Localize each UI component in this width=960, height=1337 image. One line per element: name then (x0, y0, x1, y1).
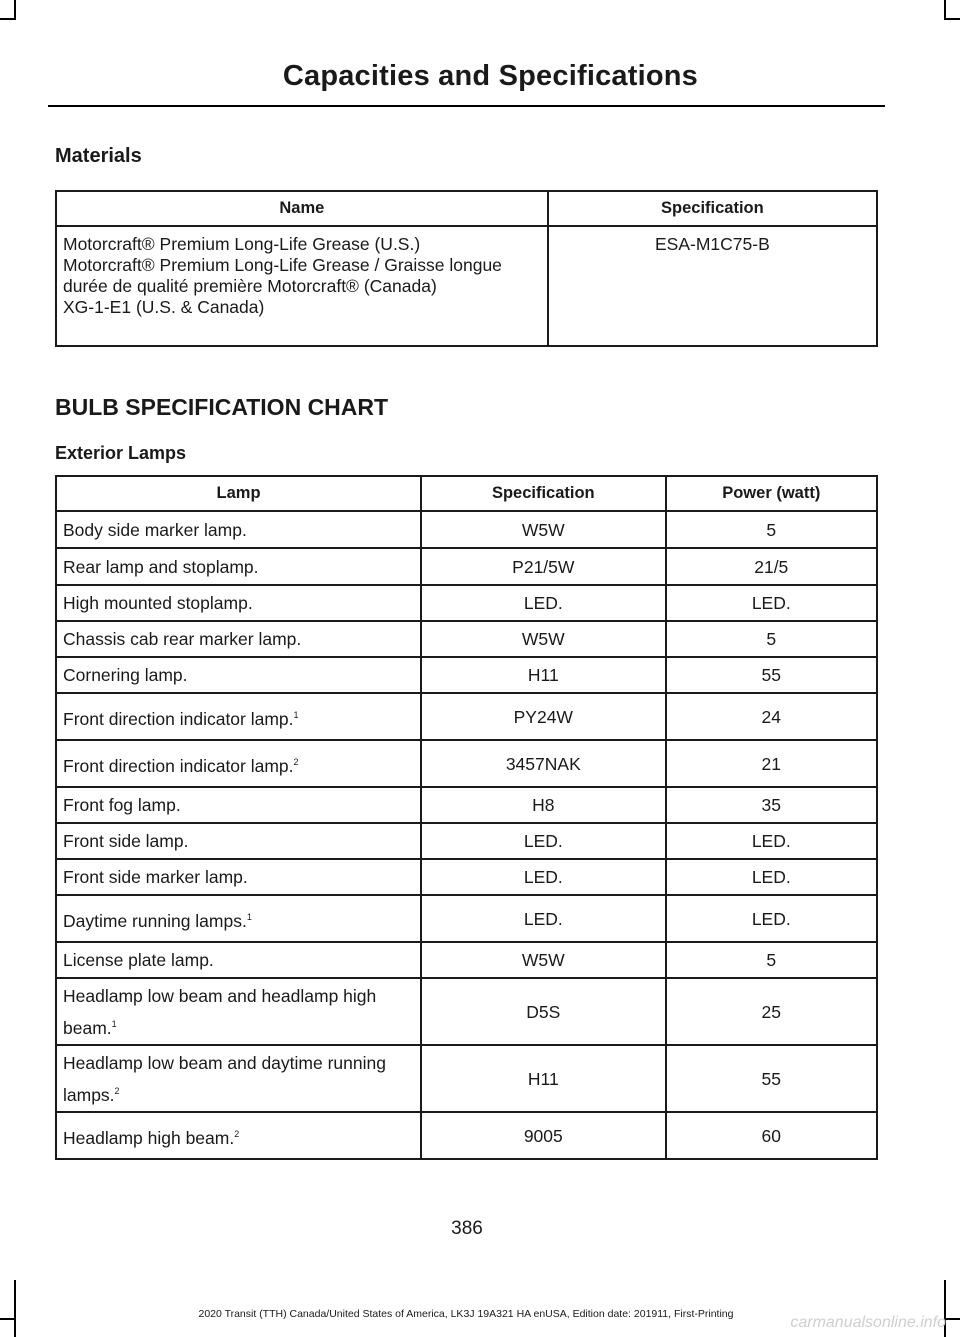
power-cell: 5 (666, 942, 877, 978)
power-cell: LED. (666, 859, 877, 895)
lamp-cell (56, 859, 421, 895)
lamp-cell (56, 548, 421, 585)
bulb-specification-cell: LED. (421, 823, 666, 859)
lamp-cell (56, 585, 421, 621)
lamp-name: Front direction indicator lamp. (63, 708, 294, 729)
lamp-cell (56, 511, 421, 548)
material-name-cell (56, 226, 548, 346)
column-header-name: Name (56, 191, 548, 226)
lamp-name: Chassis cab rear marker lamp. (63, 629, 302, 649)
footnote-marker: 2 (114, 1085, 120, 1096)
crop-mark (0, 18, 16, 20)
lamp-cell (56, 693, 421, 740)
lamp-name: Cornering lamp. (63, 665, 188, 685)
lamp-cell (56, 895, 421, 942)
table-row (56, 548, 877, 585)
power-cell: 55 (666, 657, 877, 693)
lamp-cell (56, 978, 421, 1045)
table-row (56, 657, 877, 693)
table-row (56, 895, 877, 942)
lamp-name: Headlamp low beam and daytime running lamps. (63, 1052, 386, 1105)
table-row (56, 621, 877, 657)
materials-heading: Materials (55, 145, 142, 167)
bulb-specification-cell: LED. (421, 585, 666, 621)
power-cell: 25 (666, 978, 877, 1045)
table-row (56, 942, 877, 978)
lamp-cell (56, 942, 421, 978)
lamp-name: Front side marker lamp. (63, 867, 248, 887)
lamp-cell (56, 1045, 421, 1112)
power-cell: 35 (666, 787, 877, 823)
column-header-power: Power (watt) (666, 476, 877, 511)
table-row (56, 226, 877, 346)
lamp-name: Body side marker lamp. (63, 519, 247, 540)
bulb-specification-cell: PY24W (421, 693, 666, 740)
power-cell: 24 (666, 693, 877, 740)
lamp-cell (56, 787, 421, 823)
bulb-specification-cell: W5W (421, 942, 666, 978)
bulb-specification-cell: H8 (421, 787, 666, 823)
lamp-name: Front direction indicator lamp. (63, 755, 294, 776)
watermark: carmanualsonline.info (790, 1314, 946, 1331)
material-name-line: XG-1-E1 (U.S. & Canada) (63, 297, 265, 317)
material-specification-cell: ESA-M1C75-B (548, 226, 877, 346)
table-row (56, 823, 877, 859)
table-row (56, 978, 877, 1045)
table-row (56, 585, 877, 621)
header-divider (48, 105, 885, 107)
bulb-specification-cell: W5W (421, 511, 666, 548)
lamp-cell (56, 823, 421, 859)
page-title: Capacities and Specifications (282, 60, 698, 92)
lamp-name: Daytime running lamps. (63, 910, 247, 931)
table-row (56, 511, 877, 548)
crop-mark (944, 18, 960, 20)
material-name-line: Motorcraft® Premium Long-Life Grease / Graisse longue durée de qualité première Motorcraft® (Canada) (63, 255, 502, 296)
bulb-specification-cell: P21/5W (421, 548, 666, 585)
table-row (56, 740, 877, 787)
page-number: 386 (451, 1218, 483, 1239)
power-cell: 5 (666, 621, 877, 657)
bulb-specification-cell: D5S (421, 978, 666, 1045)
lamp-name: License plate lamp. (63, 950, 214, 970)
bulb-specification-cell: 9005 (421, 1112, 666, 1159)
bulb-specification-cell: LED. (421, 895, 666, 942)
lamp-cell (56, 740, 421, 787)
table-row (56, 693, 877, 740)
exterior-lamps-heading: Exterior Lamps (55, 443, 187, 463)
bulb-specification-cell: H11 (421, 1045, 666, 1112)
power-cell: 5 (666, 511, 877, 548)
bulb-specification-cell: H11 (421, 657, 666, 693)
power-cell: LED. (666, 585, 877, 621)
table-row (56, 859, 877, 895)
power-cell: 21/5 (666, 548, 877, 585)
lamp-name: Front fog lamp. (63, 795, 181, 815)
footnote-marker: 1 (293, 709, 299, 720)
lamp-cell (56, 1112, 421, 1159)
footer-text: 2020 Transit (TTH) Canada/United States of America, LK3J 19A321 HA enUSA, Edition date: 201911, First-Printing (198, 1308, 734, 1320)
table-row (56, 1045, 877, 1112)
bulb-specification-table (55, 475, 878, 1160)
lamp-name: High mounted stoplamp. (63, 593, 253, 613)
power-cell: 60 (666, 1112, 877, 1159)
column-header-specification: Specification (548, 191, 877, 226)
bulb-specification-cell: W5W (421, 621, 666, 657)
power-cell: 21 (666, 740, 877, 787)
table-row (56, 1112, 877, 1159)
table-header-row (56, 191, 877, 226)
footnote-marker: 2 (293, 756, 299, 767)
lamp-name: Headlamp low beam and headlamp high beam. (63, 985, 377, 1038)
crop-mark (944, 0, 946, 20)
power-cell: 55 (666, 1045, 877, 1112)
bulb-table-body (56, 511, 877, 1159)
footnote-marker: 2 (234, 1128, 240, 1139)
materials-table (55, 190, 878, 347)
footnote-marker: 1 (246, 911, 252, 922)
bulb-specification-cell: LED. (421, 859, 666, 895)
footnote-marker: 1 (111, 1018, 117, 1029)
lamp-name: Headlamp high beam. (63, 1127, 235, 1148)
bulb-chart-heading: BULB SPECIFICATION CHART (55, 394, 389, 420)
bulb-specification-cell: 3457NAK (421, 740, 666, 787)
material-name-line: Motorcraft® Premium Long-Life Grease (U.S.) (63, 234, 421, 254)
lamp-cell (56, 657, 421, 693)
power-cell: LED. (666, 895, 877, 942)
lamp-name: Front side lamp. (63, 831, 189, 851)
table-header-row (56, 476, 877, 511)
column-header-specification: Specification (421, 476, 666, 511)
crop-mark (944, 1318, 960, 1320)
crop-mark (14, 0, 16, 20)
table-row (56, 787, 877, 823)
lamp-name: Rear lamp and stoplamp. (63, 556, 259, 577)
power-cell: LED. (666, 823, 877, 859)
lamp-cell (56, 621, 421, 657)
column-header-lamp: Lamp (56, 476, 421, 511)
